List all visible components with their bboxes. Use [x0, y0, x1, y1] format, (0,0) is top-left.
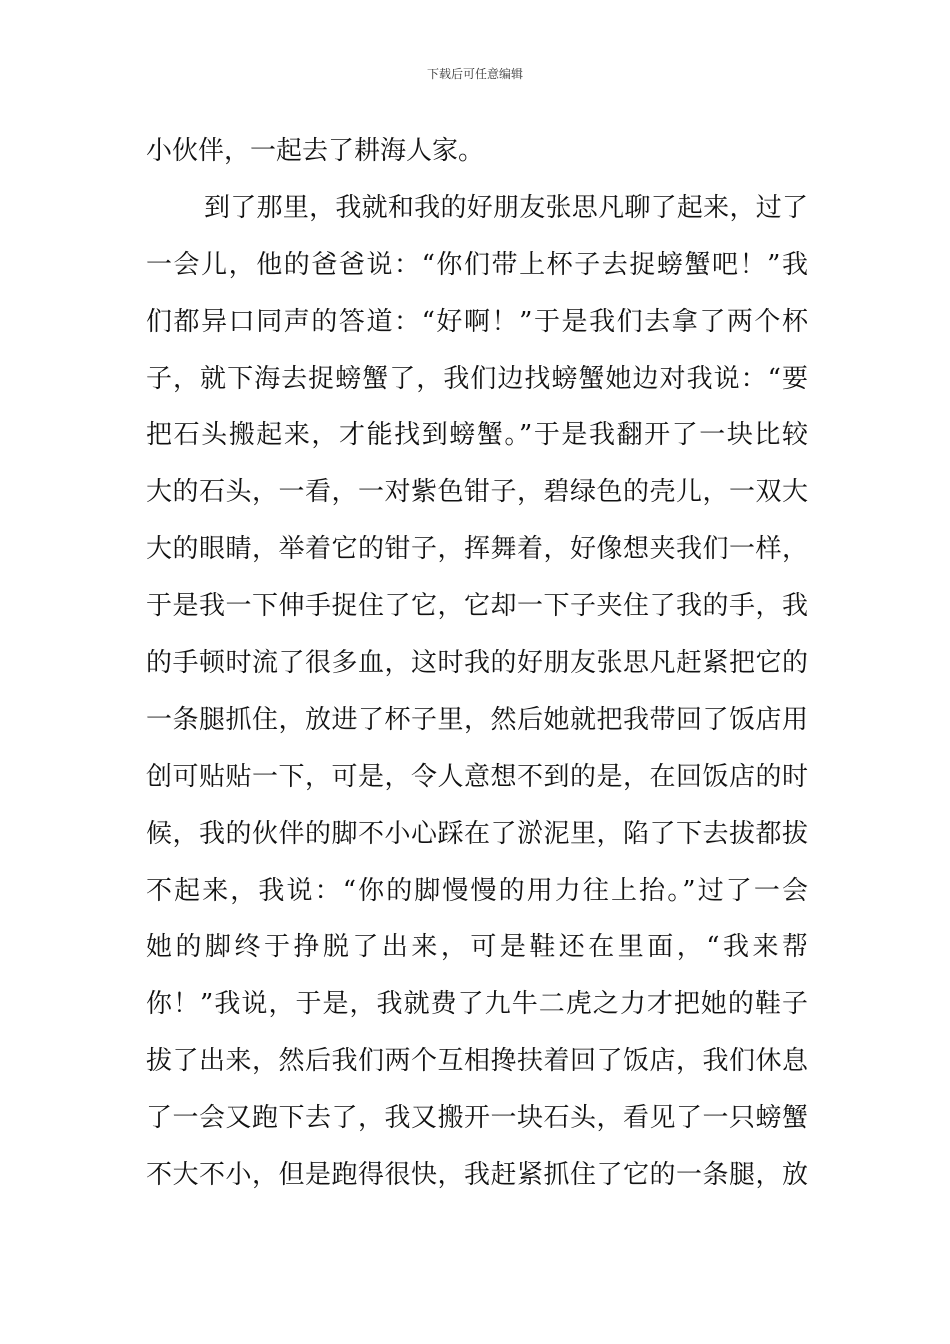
paragraph-first-line: 到了那里，我就和我的好朋友张思凡聊了起来，过了: [204, 192, 808, 223]
text-line: 创可贴贴一下，可是，令人意想不到的是，在回饭店的时: [146, 761, 808, 792]
document-body: [146, 131, 808, 1212]
text-line: 一条腿抓住，放进了杯子里，然后她就把我带回了饭店用: [146, 704, 808, 735]
text-line: 了一会又跑下去了，我又搬开一块石头，看见了一只螃蟹: [146, 1103, 808, 1134]
text-line: 候，我的伙伴的脚不小心踩在了淤泥里，陷了下去拔都拔: [146, 818, 808, 849]
text-line: 不大不小，但是跑得很快，我赶紧抓住了它的一条腿，放: [146, 1160, 808, 1191]
text-line: 把石头搬起来，才能找到螃蟹。”于是我翻开了一块比较: [146, 420, 808, 451]
text-line: 不起来，我说：“你的脚慢慢的用力往上抬。”过了一会: [146, 875, 808, 906]
text-line: 子，就下海去捉螃蟹了，我们边找螃蟹她边对我说：“要: [146, 363, 808, 394]
text-line: 她的脚终于挣脱了出来，可是鞋还在里面，“我来帮: [146, 932, 808, 963]
page-header: 下载后可任意编辑: [426, 67, 523, 81]
text-line: 你！”我说，于是，我就费了九牛二虎之力才把她的鞋子: [146, 989, 808, 1020]
text-line: 于是我一下伸手捉住了它，它却一下子夹住了我的手，我: [146, 591, 808, 622]
text-line: 的手顿时流了很多血，这时我的好朋友张思凡赶紧把它的: [146, 648, 808, 679]
text-line: 们都异口同声的答道：“好啊！”于是我们去拿了两个杯: [146, 306, 808, 337]
text-line: 大的眼睛，举着它的钳子，挥舞着，好像想夹我们一样，: [146, 534, 808, 565]
text-line: 一会儿，他的爸爸说：“你们带上杯子去捉螃蟹吧！”我: [146, 249, 808, 280]
text-line: 拔了出来，然后我们两个互相搀扶着回了饭店，我们休息: [146, 1046, 808, 1077]
text-line: 小伙伴，一起去了耕海人家。: [146, 136, 485, 166]
text-line: 大的石头，一看，一对紫色钳子，碧绿色的壳儿，一双大: [146, 477, 808, 508]
